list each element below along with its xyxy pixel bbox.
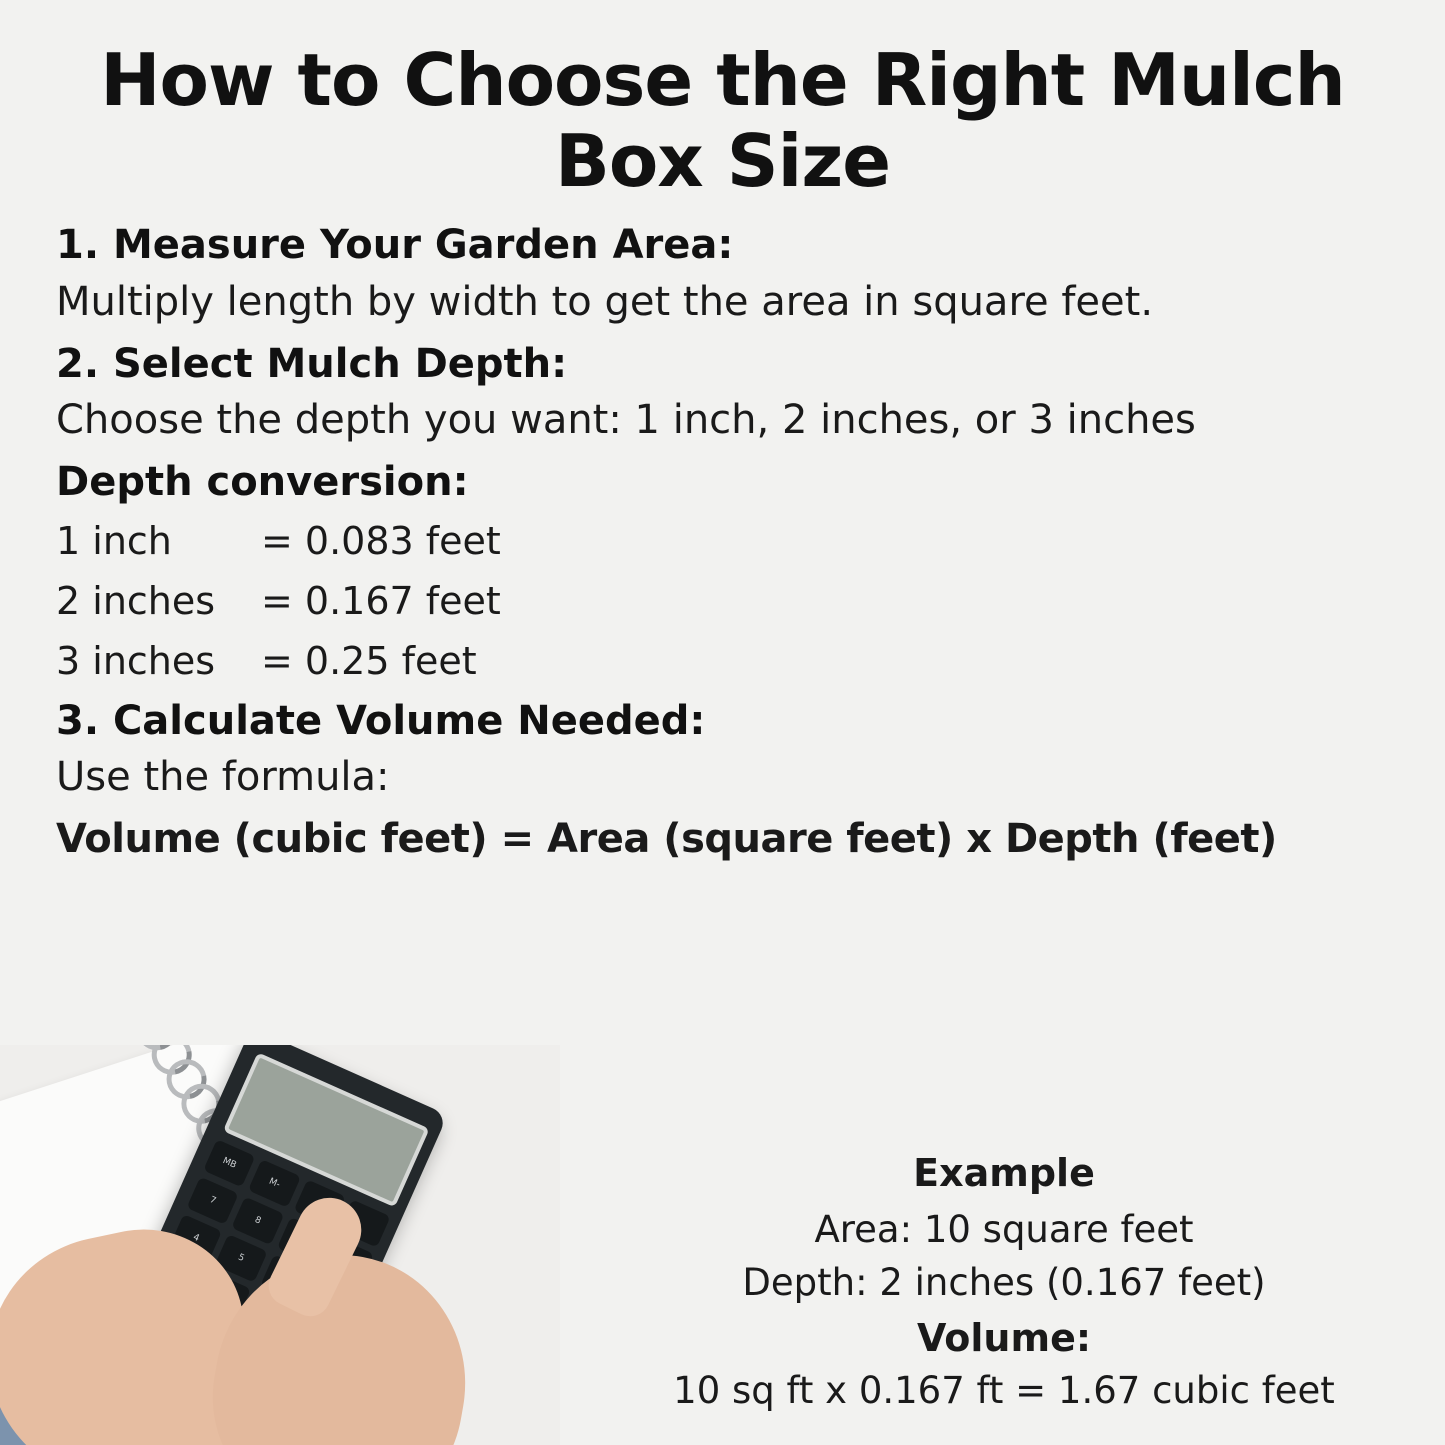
step-3-body: Use the formula: <box>56 754 390 801</box>
conversion-value: = 0.25 feet <box>261 638 477 683</box>
volume-formula: Volume (cubic feet) = Area (square feet) x Depth (feet) <box>56 816 1277 863</box>
conversion-label: 3 inches <box>56 638 216 683</box>
example-title: Example <box>913 1151 1095 1196</box>
step-2-heading: 2. Select Mulch Depth: <box>56 340 568 387</box>
example-block <box>619 1149 1389 1419</box>
conversion-value: = 0.167 feet <box>261 578 501 623</box>
step-1-body: Multiply length by width to get the area in square feet. <box>56 279 1154 326</box>
calculator-photo <box>0 1045 560 1445</box>
calculator-key: 8 <box>232 1197 284 1245</box>
depth-conversion-heading: Depth conversion: <box>56 459 469 506</box>
calculator-key: MB <box>203 1139 255 1187</box>
example-depth: Depth: 2 inches (0.167 feet) <box>742 1260 1266 1304</box>
steps-section <box>56 219 1389 865</box>
calculator-key: 5 <box>215 1234 267 1282</box>
conversion-value: = 0.083 feet <box>261 518 501 563</box>
calculator-key: 4 <box>170 1214 222 1262</box>
conversion-row <box>56 635 1389 689</box>
conversion-row <box>56 575 1389 629</box>
depth-conversion-list <box>56 515 1389 689</box>
page-title: How to Choose the Right Mulch Box Size <box>100 38 1345 203</box>
lower-section <box>0 1045 1445 1445</box>
calculator-key: M- <box>248 1159 300 1207</box>
step-1-heading: 1. Measure Your Garden Area: <box>56 222 734 269</box>
conversion-label: 1 inch <box>56 518 172 563</box>
example-area: Area: 10 square feet <box>814 1207 1194 1251</box>
conversion-label: 2 inches <box>56 578 216 623</box>
example-volume-calculation: 10 sq ft x 0.167 ft = 1.67 cubic feet <box>673 1369 1335 1413</box>
conversion-row <box>56 515 1389 569</box>
step-2-body: Choose the depth you want: 1 inch, 2 inches, or 3 inches <box>56 397 1196 444</box>
example-volume-label: Volume: <box>916 1315 1092 1360</box>
step-3-heading: 3. Calculate Volume Needed: <box>56 697 706 744</box>
calculator-key: 7 <box>187 1177 239 1225</box>
